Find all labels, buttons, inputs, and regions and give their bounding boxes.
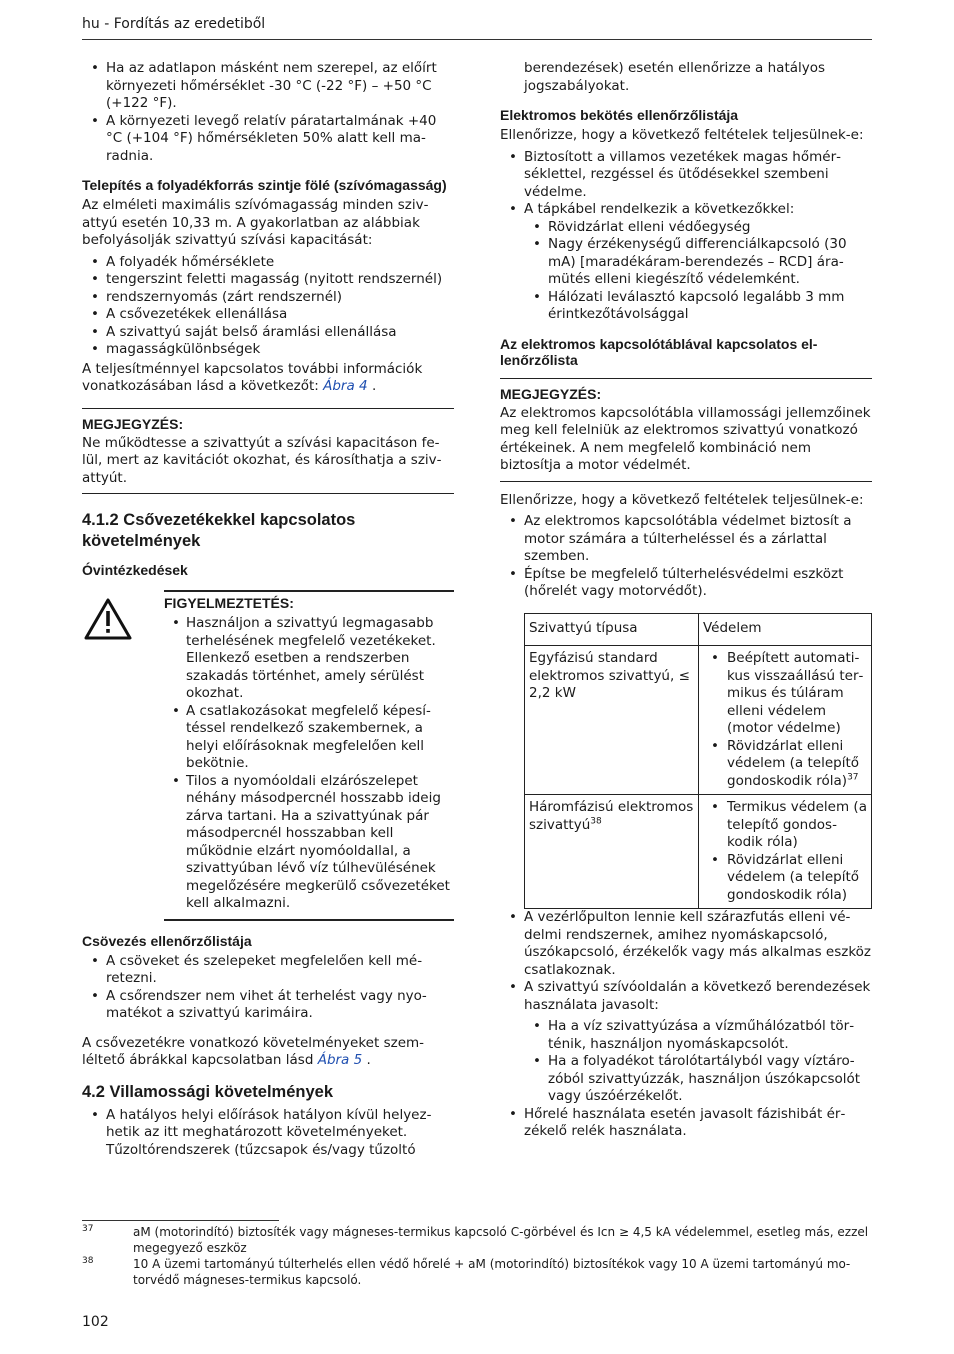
note-title: MEGJEGYZÉS: [82,415,184,432]
footnote [82,1256,872,1288]
warning-triangle-icon [84,598,132,640]
protection-table [524,613,872,910]
performance-text [82,361,454,396]
list-item: • magasságkülönbségek [82,341,454,359]
list-item: • Beépített automatikus visszaállású termikus és túláram elleni védelem (motor védelme) [703,650,867,738]
suction-factors-list [82,254,454,359]
list-item: • Az elektromos kapcsolótábla védelmet biztosít a motor számára a túlterheléssel és a zárlattal szemben. [500,513,872,566]
list-item: • A hatályos helyi előírások hatályon kívül helyezhetik az itt meghatározott követelményeket. Tűzoltórendszerek (tűzcsapok és/vagy tűzoltó [82,1107,454,1160]
list-item: • Termikus védelem (a telepítő gondoskodik róla) [703,799,867,852]
section-4-2-heading: 4.2 Villamossági követelmények [82,1082,334,1101]
piping-text [82,1035,454,1070]
list-item-text: Rövidzárlat elleni védelem (a telepítő gondoskodik róla) [727,737,860,789]
table-row [525,646,872,795]
list-item: • A csöveket és szelepeket megfelelően kell méretezni. [82,953,454,988]
figure-5-link[interactable]: Ábra 5 [317,1052,363,1068]
list-item-text: A tápkábel rendelkezik a következőkkel: [524,201,795,217]
table-cell: Egyfázisú standard elektromos szivattyú, ≤ 2,2 kW [525,646,699,795]
list-item: • Ha az adatlapon másként nem szerepel, az előírt környezeti hőmérséklet -30 °C (-22 °F) – +50 °C (+122 °F). [82,60,454,113]
list-item [500,201,872,324]
list-item: • Rövidzárlat elleni védelem (a telepítő gondoskodik róla) [703,852,867,905]
piping-checklist [82,953,454,1023]
figure-4-link[interactable]: Ábra 4 [323,378,368,394]
table-cell [699,646,872,795]
section-4-1-2-heading: 4.1.2 Csővezetékekkel kapcsolatos követelmények [82,511,356,550]
suction-text: Az elméleti maximális szívómagasság minden szivattyú esetén 10,33 m. A gyakorlatban az alábbiak befolyásolják szivattyú szívási kapacitását: [82,197,429,248]
list-item [703,738,867,791]
wiring-checklist [500,149,872,324]
suction-side-sublist [524,1018,872,1106]
footnote-text: aM (motorindító) biztosíték vagy mágneses-termikus kapcsoló C-görbével és Icn ≥ 4,5 kA védelemmel, esetleg más, ezzel megegyező eszköz [133,1225,869,1255]
list-item: • Biztosított a villamos vezetékek magas hőmérséklettel, rezgéssel és ütődésekkel szembeni védelme. [500,149,872,202]
right-column [500,60,872,1143]
table-cell [525,795,699,909]
column-header-pump-type: Szivattyú típusa [525,613,699,646]
footnotes [82,1220,872,1288]
list-item: • A szivattyú saját belső áramlási ellenállása [82,324,454,342]
list-item: • tengerszint feletti magasság (nyitott rendszernél) [82,271,454,289]
list-item: • Ha a folyadékot tárolótartályból vagy víztározóból szivattyúzzák, használjon úszókapcsolót vagy úszóérzékelőt. [524,1053,872,1106]
warning-list [164,615,454,913]
electrical-list [82,1107,454,1160]
footnote-ref: 38 [590,816,602,826]
list-item [500,979,872,1106]
control-panel-heading: Az elektromos kapcsolótáblával kapcsolatos ellenőrzőlista [500,335,818,368]
warning-title: FIGYELMEZTETÉS: [164,595,294,611]
list-item: • A csővezetékek ellenállása [82,306,454,324]
footnote-number: 37 [82,1224,94,1234]
panel-checklist [500,513,872,601]
footnote-ref: 37 [847,772,859,782]
warning-box [164,590,454,921]
list-item: • A környezeti levegő relatív páratartalmának +40 °C (+104 °F) hőmérsékleten 50% alatt kell maradnia. [82,113,454,166]
piping-checklist-heading: Csövezés ellenőrzőlistája [82,932,252,949]
list-item: • Hőrelé használata esetén javasolt fázishibát érzékelő relék használata. [500,1106,872,1141]
table-header-row [525,613,872,646]
note-box [82,408,454,495]
note-text: Az elektromos kapcsolótábla villamossági jellemzőinek meg kell felelniük az elektromos szivattyú vonatkozó értékeinek. A nem megfelelő kombináció nem biztosítja a motor védelmét. [500,404,871,473]
page-header [82,14,872,40]
list-item: • Építse be megfelelő túlterhelésvédelmi eszközt (hőrelét vagy motorvédőt). [500,566,872,601]
cell-text: Háromfázisú elektromos szivattyú [529,799,694,833]
performance-text-body: A teljesítménnyel kapcsolatos további információk vonatkozásában lásd a következőt: [82,360,423,394]
page-number: 102 [82,1314,109,1330]
footnote [82,1224,872,1256]
list-item-text: A szivattyú szívóoldalán a következő berendezések használata javasolt: [524,979,871,1013]
suction-heading: Telepítés a folyadékforrás szintje fölé (szívómagasság) [82,177,447,193]
piping-text-end: . [366,1052,371,1068]
list-item: • Nagy érzékenységű differenciálkapcsoló (30 mA) [maradékáram-berendezés – RCD] áramütés elleni kiegészítő védelemként. [524,236,872,289]
list-item: • Hálózati leválasztó kapcsoló legalább 3 mm érintkezőtávolsággal [524,289,872,324]
left-column [82,60,454,1161]
protection-list [703,799,867,904]
header-title: hu - Fordítás az eredetiből [82,16,266,32]
continued-text: berendezések) esetén ellenőrizze a hatályos jogszabályokat. [524,60,826,94]
note-title: MEGJEGYZÉS: [500,385,602,402]
list-item: • rendszernyomás (zárt rendszernél) [82,289,454,307]
warning-block [82,590,454,921]
list-item: • A vezérlőpulton lennie kell szárazfutás elleni védelmi rendszernek, amihez nyomáskapcsoló, úszókapcsoló, érzékelők vagy más alkalmas eszköz csatlakoznak. [500,909,872,979]
list-item: • A csőrendszer nem vihet át terhelést vagy nyomatékot a szivattyú karimáira. [82,988,454,1023]
protection-list [703,650,867,790]
precautions-heading: Óvintézkedések [82,562,188,578]
list-item: • A folyadék hőmérséklete [82,254,454,272]
footnote-number: 38 [82,1256,94,1266]
piping-text-body: A csővezetékre vonatkozó követelményeket szemléltető ábrákkal kapcsolatban lásd [82,1034,425,1068]
list-item: • Használjon a szivattyú legmagasabb terhelésének megfelelő vezetékeket. Ellenkező esetben a rendszerben szakadás történhet, amely sérülést okozhat. [164,615,454,703]
power-cable-sublist [524,219,872,324]
footnote-text: 10 A üzemi tartományú túlterhelés ellen védő hőrelé + aM (motorindító) biztosítékok vagy 10 A üzemi tartományú motorvédő mágneses-termikus kapcsoló. [133,1257,851,1287]
performance-text-end: . [371,378,377,394]
list-item: • A csatlakozásokat megfelelő képesítéssel rendelkező szakembernek, a helyi előírásoknak megfelelően kell bekötnie. [164,703,454,773]
note-text: Ne működtesse a szivattyút a szívási kapacitáson felül, mert az kavitációt okozhat, és károsíthatja a szivattyút. [82,434,442,486]
wiring-intro: Ellenőrizze, hogy a következő feltételek teljesülnek-e: [500,127,864,143]
table-row [525,795,872,909]
list-item: • Rövidzárlat elleni védőegység [524,219,872,237]
panel-intro: Ellenőrizze, hogy a következő feltételek teljesülnek-e: [500,491,864,508]
environment-list [82,60,454,165]
note-box [500,378,872,482]
list-item: • Ha a víz szivattyúzása a vízműhálózatból történik, használjon nyomáskapcsolót. [524,1018,872,1053]
column-header-protection: Védelem [699,613,872,646]
additional-checklist [500,909,872,1141]
table-cell [699,795,872,909]
list-item: • Tilos a nyomóoldali elzárószelepet néhány másodpercnél hosszabb ideig zárva tartani. Ha a szivattyúnak pár másodpercnél hosszabban kell működnie elzárt nyomóoldallal, a szivattyúban lévő víz túlhevülésének megelőzésére megkerülő csővezetéket kell alkalmazni. [164,773,454,913]
wiring-checklist-heading: Elektromos bekötés ellenőrzőlistája [500,107,739,123]
